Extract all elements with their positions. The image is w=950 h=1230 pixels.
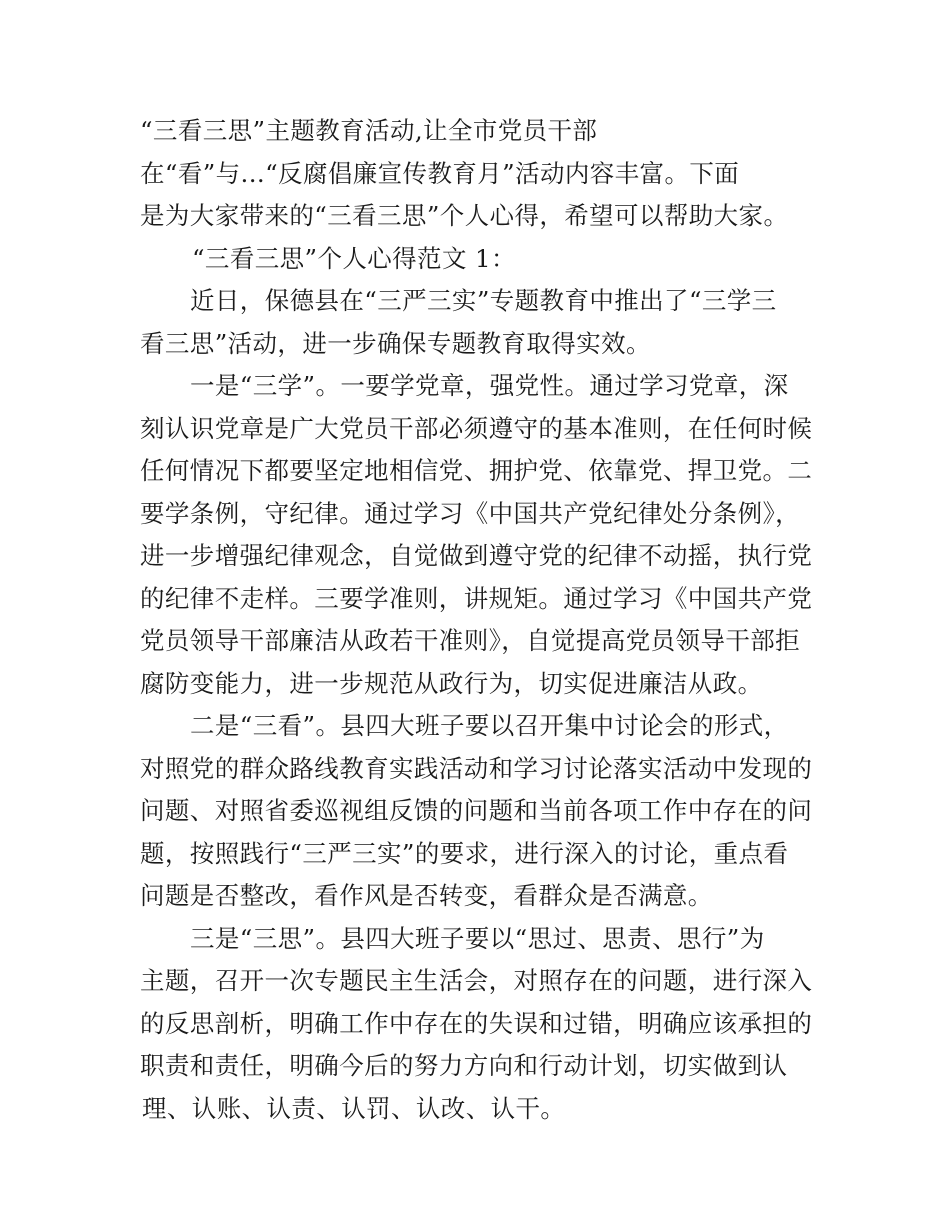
text-line: 是为大家带来的“三看三思”个人心得，希望可以帮助大家。 <box>140 201 789 230</box>
paragraph-start: 一是“三学”。一要学党章，强党性。通过学习党章，深 <box>190 371 789 400</box>
paragraph-start: 三是“三思”。县四大班子要以“思过、思责、思行”为 <box>190 923 765 953</box>
text-line: 刻认识党章是广大党员干部必须遵守的基本准则，在任何时候 <box>140 413 813 443</box>
text-line: 党员领导干部廉洁从政若干准则》，自觉提高党员领导干部拒 <box>140 626 801 655</box>
paragraph-start: 近日，保德县在“三严三实”专题教育中推出了“三学三 <box>190 286 777 315</box>
text-line: 进一步增强纪律观念，自觉做到遵守党的纪律不动摇，执行党 <box>140 541 813 570</box>
text-line: 任何情况下都要坚定地相信党、拥护党、依靠党、捍卫党。二 <box>140 456 813 485</box>
section-heading: “三看三思”个人心得范文 1： <box>192 243 516 273</box>
text-line: 主题，召开一次专题民主生活会，对照存在的问题，进行深入 <box>140 966 813 995</box>
text-line: 要学条例，守纪律。通过学习《中国共产党纪律处分条例》， <box>140 498 801 528</box>
text-line: 题，按照践行“三严三实”的要求，进行深入的讨论，重点看 <box>140 838 789 868</box>
text-line: 职责和责任，明确今后的努力方向和行动计划，切实做到认 <box>140 1051 788 1080</box>
text-line: 的纪律不走样。三要学准则，讲规矩。通过学习《中国共产党 <box>140 583 813 613</box>
text-line: 在“看”与...“反腐倡廉宣传教育月”活动内容丰富。下面 <box>140 158 740 188</box>
text-line: 问题是否整改，看作风是否转变，看群众是否满意。 <box>140 881 713 910</box>
text-line: “三看三思”主题教育活动,让全市党员干部 <box>140 116 598 145</box>
text-line: 问题、对照省委巡视组反馈的问题和当前各项工作中存在的问 <box>140 796 813 825</box>
document-body <box>140 110 820 1130</box>
text-line: 的反思剖析，明确工作中存在的失误和过错，明确应该承担的 <box>140 1008 813 1038</box>
text-line: 理、认账、认责、认罚、认改、认干。 <box>142 1093 566 1123</box>
text-line: 看三思”活动，进一步确保专题教育取得实效。 <box>140 328 651 358</box>
paragraph-start: 二是“三看”。县四大班子要以召开集中讨论会的形式， <box>190 711 789 740</box>
text-line: 对照党的群众路线教育实践活动和学习讨论落实活动中发现的 <box>140 753 813 783</box>
text-line: 腐防变能力，进一步规范从政行为，切实促进廉洁从政。 <box>140 668 763 698</box>
